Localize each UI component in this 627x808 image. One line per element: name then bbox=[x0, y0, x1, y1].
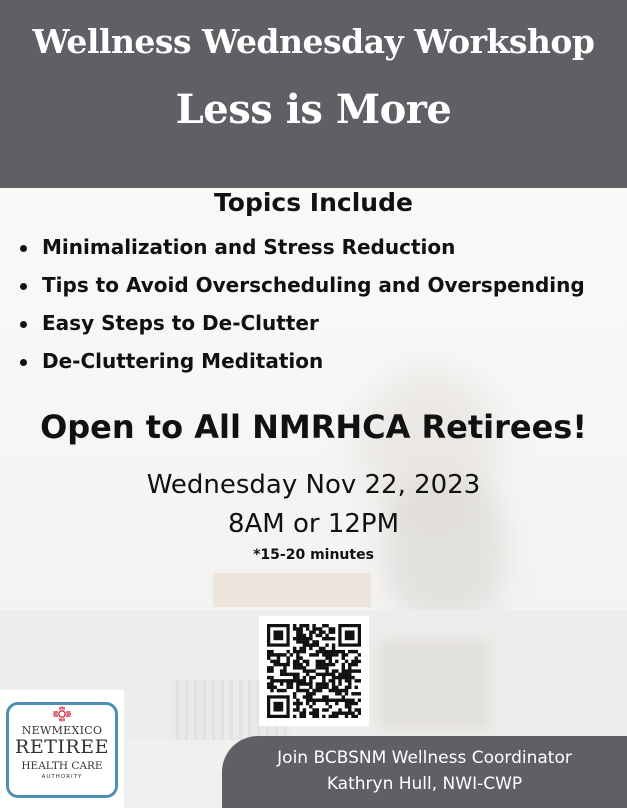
logo-line-retiree: RETIREE bbox=[15, 736, 109, 758]
topic-item: Easy Steps to De-Clutter bbox=[20, 306, 585, 344]
topics-heading: Topics Include bbox=[214, 188, 413, 217]
event-duration: *15-20 minutes bbox=[253, 547, 374, 563]
event-times: 8AM or 12PM bbox=[227, 509, 400, 539]
bullet-icon bbox=[20, 321, 27, 328]
host-line-2: Kathryn Hull, NWI-CWP bbox=[326, 774, 523, 794]
host-banner bbox=[222, 736, 627, 808]
topic-item: De-Cluttering Meditation bbox=[20, 344, 585, 382]
logo-line-healthcare: HEALTH CARE bbox=[21, 760, 103, 772]
event-date: Wednesday Nov 22, 2023 bbox=[146, 470, 481, 500]
header-banner bbox=[0, 0, 627, 188]
topic-item: Minimalization and Stress Reduction bbox=[20, 230, 585, 268]
topics-list bbox=[20, 230, 585, 382]
qr-code[interactable] bbox=[259, 616, 369, 726]
zia-sun-icon bbox=[52, 706, 72, 722]
host-line-1: Join BCBSNM Wellness Coordinator bbox=[277, 748, 572, 768]
bullet-icon bbox=[20, 245, 27, 252]
audience-headline: Open to All NMRHCA Retirees! bbox=[40, 408, 587, 446]
beige-strip bbox=[213, 573, 371, 607]
page-title: Wellness Wednesday Workshop bbox=[32, 22, 595, 61]
qr-code-icon bbox=[267, 624, 361, 718]
page-subtitle: Less is More bbox=[175, 86, 452, 133]
topic-item: Tips to Avoid Overscheduling and Overspending bbox=[20, 268, 585, 306]
logo-line-newmexico: NEWMEXICO bbox=[21, 724, 103, 737]
nmrhca-logo bbox=[0, 690, 124, 808]
logo-line-authority: AUTHORITY bbox=[41, 774, 83, 780]
bullet-icon bbox=[20, 283, 27, 290]
bullet-icon bbox=[20, 359, 27, 366]
